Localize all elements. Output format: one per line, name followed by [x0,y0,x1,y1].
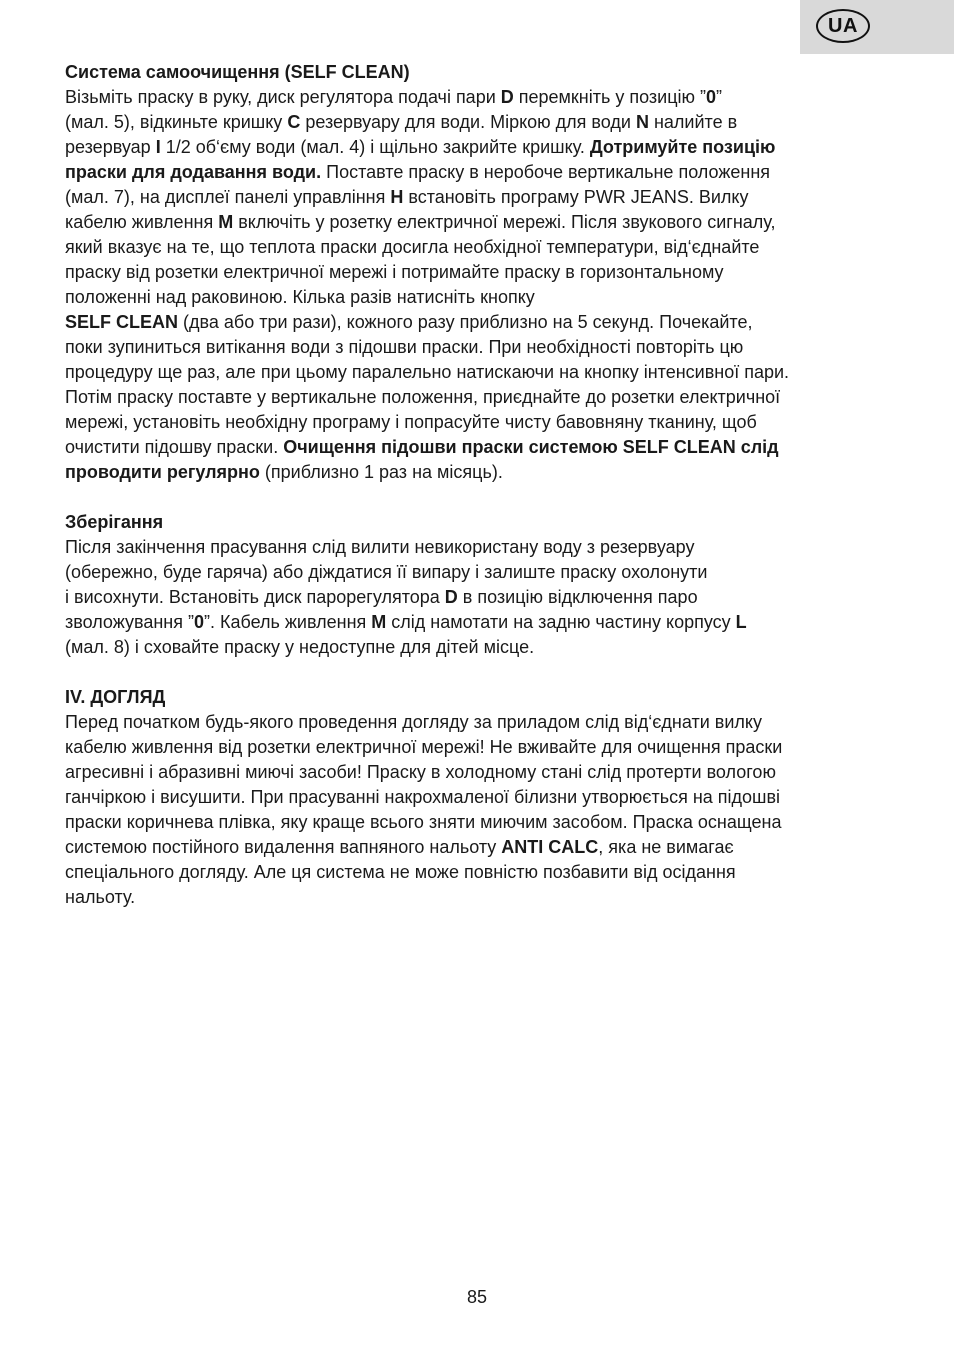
bold-text-run: M [218,212,234,232]
bold-text-run: D [500,87,514,107]
text-run: кабелю живлення від розетки електричної мережі! Не вживайте для очищення праски [65,737,783,757]
bold-text-run: D [444,587,458,607]
bold-text-run: 0 [193,612,204,632]
text-run: нальоту. [65,887,136,907]
language-tab [800,0,954,54]
page-number: 85 [466,1287,488,1307]
bold-text-run: L [735,612,747,632]
bold-text-run: H [390,187,404,207]
language-badge: UA [816,9,870,43]
text-run: процедуру ще раз, але при цьому паралельно натискаючи на кнопку інтенсивної пари. [65,362,790,382]
text-run: включіть у розетку електричної мережі. Після звукового сигналу, [233,212,776,232]
section-paragraph [65,535,895,660]
section-title: IV. ДОГЛЯД [65,687,166,707]
text-run: 1/2 об‘єму води (мал. 4) і щільно закрийте кришку. [160,137,590,157]
section-storage [65,510,895,660]
text-run: ”. Кабель живлення [204,612,372,632]
text-run: резервуар [65,137,156,157]
text-run: (мал. 7), на дисплеї панелі управління [65,187,391,207]
text-run: (приблизно 1 раз на місяць). [259,462,503,482]
bold-text-run: Дотримуйте позицію [589,137,776,157]
text-run: мережі, установіть необхідну програму і попрасуйте чисту бавовняну тканину, щоб [65,412,757,432]
text-run: в позицію відключення паро [457,587,698,607]
section-title: Зберігання [65,512,164,532]
text-run: системою постійного видалення вапняного нальоту [65,837,502,857]
text-run: (два або три рази), кожного разу приблизно на 5 секунд. Почекайте, [178,312,753,332]
text-run: очистити підошву праски. [65,437,284,457]
text-run: ганчіркою і висушити. При прасуванні накрохмаленої білизни утворюється на підошві [65,787,781,807]
bold-text-run: Очищення підошви праски системою SELF CLEAN слід [283,437,779,457]
bold-text-run: 0 [706,87,717,107]
text-run: поки зупиниться витікання води з підошви праски. При необхідності повторіть цю [65,337,744,357]
section-self-clean [65,60,895,485]
text-run: налийте в [648,112,738,132]
section-title: Система самоочищення (SELF CLEAN) [65,62,410,82]
text-run: Перед початком будь-якого проведення догляду за приладом слід від‘єднати вилку [65,712,762,732]
bold-text-run: SELF CLEAN [65,312,179,332]
section-paragraph [65,85,895,485]
bold-text-run: C [287,112,301,132]
text-run: (мал. 5), відкиньте кришку [65,112,288,132]
text-run: ” [716,87,723,107]
text-run: спеціального догляду. Але ця система не може повністю позбавити від осідання [65,862,736,882]
bold-text-run: проводити регулярно [65,462,260,482]
text-run: встановіть програму PWR JEANS. Вилку [403,187,749,207]
text-run: агресивні і абразивні миючі засоби! Праску в холодному стані слід протерти вологою [65,762,776,782]
section-care [65,685,895,910]
bold-text-run: N [635,112,649,132]
text-run: який вказує на те, що теплота праски досигла необхідної температури, від‘єднайте [65,237,760,257]
text-run: слід намотати на задню частину корпусу [386,612,736,632]
document-body [65,60,895,910]
text-run: перемкніть у позицію ” [513,87,707,107]
text-run: , яка не вимагає [598,837,734,857]
text-run: і висохнути. Встановіть диск парорегулятора [65,587,445,607]
text-run: (обережно, буде гаряча) або діждатися її випару і залиште праску охолонути [65,562,708,582]
text-run: положенні над раковиною. Кілька разів натисніть кнопку [65,287,535,307]
text-run: резервуару для води. Міркою для води [300,112,636,132]
bold-text-run: M [371,612,387,632]
text-run: Поставте праску в неробоче вертикальне положення [321,162,770,182]
text-run: Потім праску поставте у вертикальне положення, приєднайте до розетки електричної [65,387,781,407]
bold-text-run: праски для додавання води. [65,162,322,182]
text-run: (мал. 8) і сховайте праску у недоступне для дітей місце. [65,637,535,657]
text-run: зволожування ” [65,612,194,632]
bold-text-run: ANTI CALC [501,837,599,857]
text-run: праску від розетки електричної мережі і потримайте праску в горизонтальному [65,262,724,282]
text-run: праски коричнева плівка, яку краще всього зняти миючим засобом. Праска оснащена [65,812,782,832]
text-run: Візьміть праску в руку, диск регулятора подачі пари [65,87,501,107]
text-run: Після закінчення прасування слід вилити невикористану воду з резервуару [65,537,695,557]
bold-text-run: I [155,137,161,157]
text-run: кабелю живлення [65,212,219,232]
section-paragraph [65,710,895,910]
